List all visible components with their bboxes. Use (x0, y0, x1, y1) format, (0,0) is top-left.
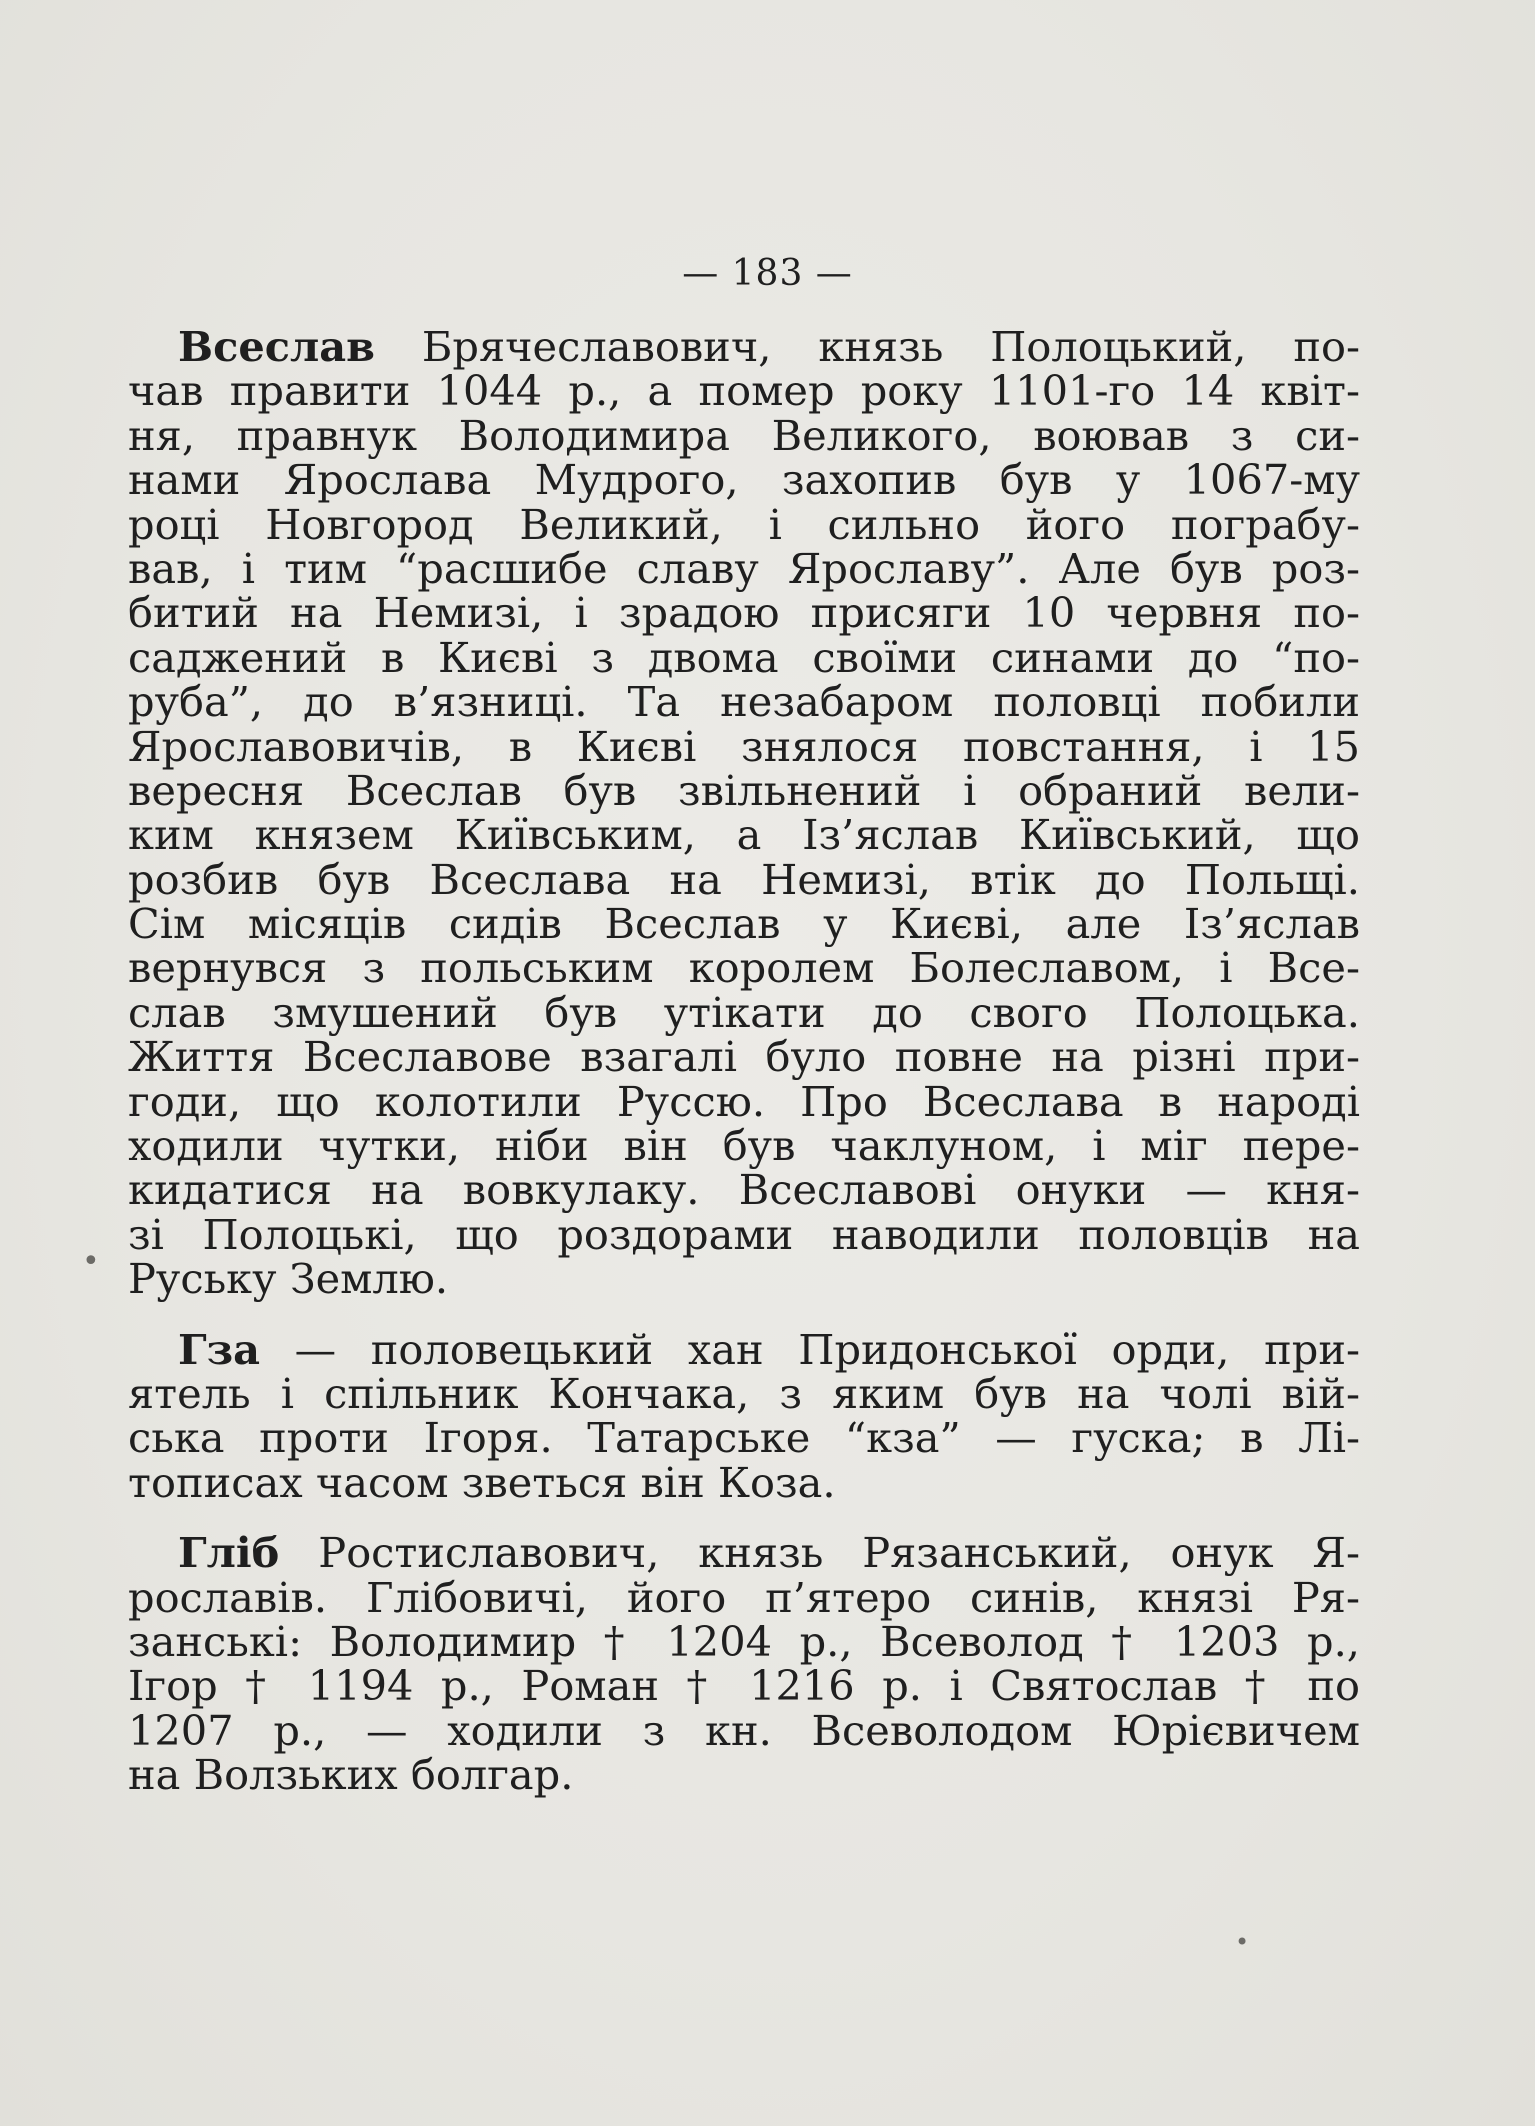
entry-line: тописах часом зветься він Коза. (128, 1457, 836, 1507)
entry-headword: Всеслав (178, 322, 376, 371)
entry-line: ська проти Ігоря. Татарське “кза” — гуска; в Лі- (128, 1413, 1360, 1463)
entry-line: ня, правнук Володимира Великого, воював з си- (128, 410, 1360, 460)
entry-line: вересня Всеслав був звільнений і обраний вели- (128, 765, 1360, 815)
entry-line-text: — половецький хан Придонської орди, при- (260, 1324, 1360, 1374)
entry-headword: Гліб (178, 1528, 280, 1578)
scan-speck-mark: • (1235, 1928, 1250, 1956)
entry-hlib (128, 1528, 1360, 1800)
dictionary-entries (128, 322, 1360, 1824)
entry-line (128, 322, 1360, 371)
entry-headword: Гза (178, 1324, 261, 1374)
entry-line: слав змушений був утікати до свого Полоцька. (128, 987, 1360, 1037)
entry-line: чав правити 1044 р., а помер року 1101-го 14 квіт- (128, 366, 1360, 416)
entry-line: битий на Немизі, і зрадою присяги 10 червня по- (128, 588, 1360, 638)
entry-line: Ігор † 1194 р., Роман † 1216 р. і Святослав † по (128, 1661, 1360, 1711)
entry-line: зі Полоцькі, що роздорами наводили половців на (128, 1209, 1360, 1259)
entry-line: Руську Землю. (128, 1254, 449, 1304)
entry-line (128, 1528, 1360, 1578)
entry-line: вернувся з польським королем Болеславом, і Все- (128, 943, 1360, 993)
entry-vseslav (128, 322, 1360, 1304)
entry-line: ким князем Київським, а Із’яслав Київський, що (128, 810, 1360, 860)
entry-line: розбив був Всеслава на Немизі, втік до Польщі. (128, 854, 1360, 904)
entry-line: Сім місяців сидів Всеслав у Києві, але Із’яслав (128, 899, 1360, 949)
margin-bullet-mark: • (82, 1244, 100, 1279)
entry-line: саджений в Києві з двома своїми синами до “по- (128, 632, 1360, 682)
entry-line: руба”, до в’язниці. Та незабаром половці побили (128, 677, 1360, 727)
entry-line: вав, і тим “расшибе славу Ярославу”. Але був роз- (128, 543, 1360, 593)
entry-line: ходили чутки, ніби він був чаклуном, і міг пере- (128, 1121, 1360, 1171)
entry-line: Ярославовичів, в Києві знялося повстання, і 15 (128, 721, 1360, 771)
entry-line (128, 1324, 1360, 1374)
entry-line: занські: Володимир † 1204 р., Всеволод † 1203 р., (128, 1616, 1360, 1666)
entry-line: році Новгород Великий, і сильно його пограбу- (128, 499, 1360, 549)
entry-line: рославів. Глібовичі, його п’ятеро синів, князі Ря- (128, 1572, 1360, 1622)
entry-line: 1207 р., — ходили з кн. Всеволодом Юрієвичем (128, 1705, 1360, 1755)
entry-gza (128, 1324, 1360, 1507)
page-number: — 183 — (682, 253, 853, 294)
entry-line: нами Ярослава Мудрого, захопив був у 1067-му (128, 455, 1360, 505)
entry-line-text: Брячеславович, князь Полоцький, по- (375, 322, 1360, 371)
entry-line-text: Ростиславович, князь Рязанський, онук Я- (279, 1528, 1360, 1578)
entry-line: ятель і спільник Кончака, з яким був на чолі вій- (128, 1368, 1360, 1418)
entry-line: на Волзьких болгар. (128, 1750, 574, 1800)
entry-line: кидатися на вовкулаку. Всеславові онуки — кня- (128, 1165, 1360, 1215)
entry-line: годи, що колотили Руссю. Про Всеслава в народі (128, 1076, 1360, 1126)
entry-line: Життя Всеславове взагалі було повне на різні при- (128, 1032, 1360, 1082)
